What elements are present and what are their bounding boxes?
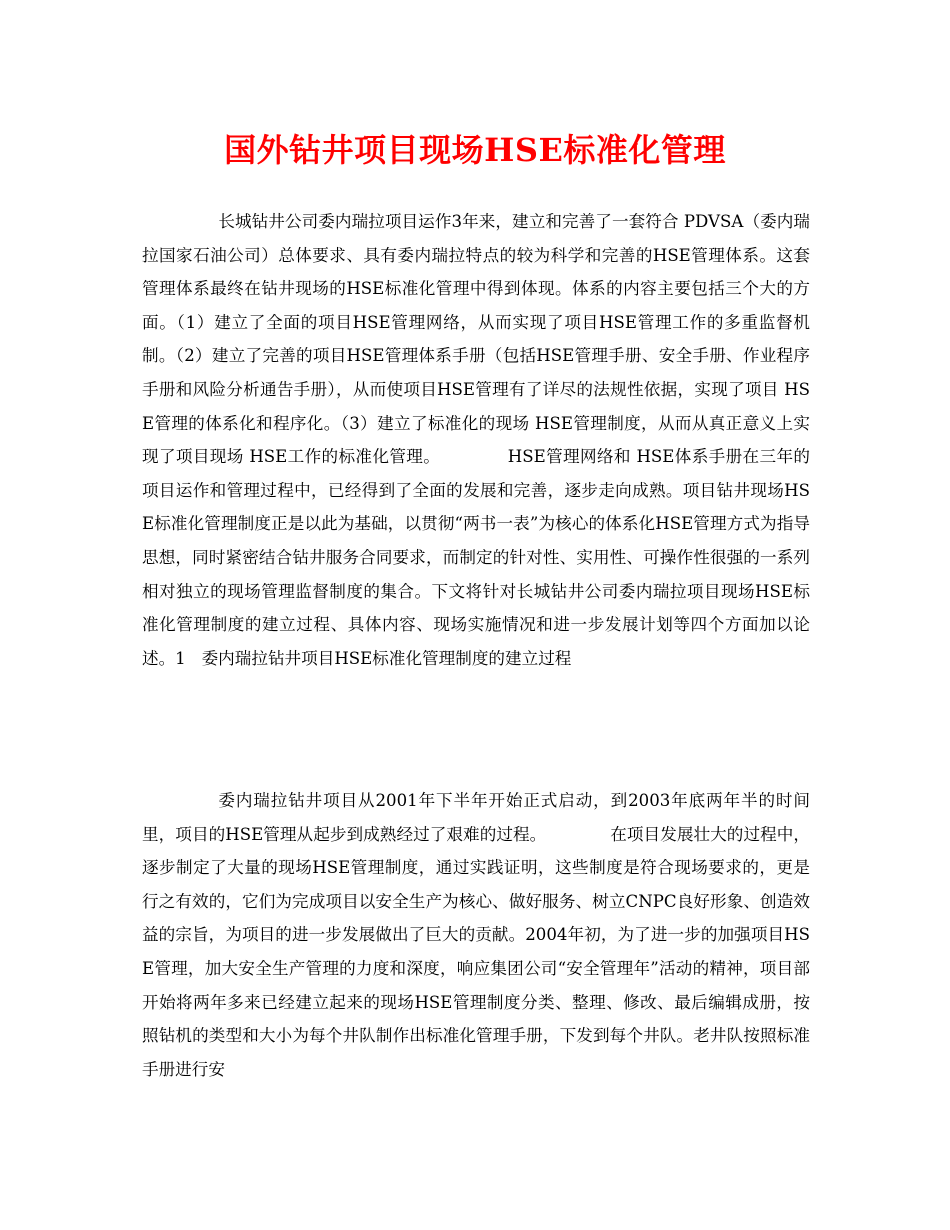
paragraph-establishment: 委内瑞拉钻井项目从2001年下半年开始正式启动，到2003年底两年半的时间里，项目的HSE管理从起步到成熟经过了艰难的过程。 在项目发展壮大的过程中，逐步制定了大量的现场HSE管理制度，通过实践证明，这些制度是符合现场要求的，更是行之有效的，它们为完成项目以安全生产为核心、做好服务、树立CNPC良好形象、创造效益的宗旨，为项目的进一步发展做出了巨大的贡献。2004年初，为了进一步的加强项目HSE管理，加大安全生产管理的力度和深度，响应集团公司“安全管理年”活动的精神，项目部开始将两年多来已经建立起来的现场HSE管理制度分类、整理、修改、最后编辑成册，按照钻机的类型和大小为每个井队制作出标准化管理手册，下发到每个井队。老井队按照标准手册进行安 (142, 791, 810, 1079)
paragraph-intro: 长城钻井公司委内瑞拉项目运作3年来，建立和完善了一套符合 PDVSA（委内瑞拉国家石油公司）总体要求、具有委内瑞拉特点的较为科学和完善的HSE管理体系。这套管理体系最终在钻井现场的HSE标准化管理中得到体现。体系的内容主要包括三个大的方面。（1）建立了全面的项目HSE管理网络，从而实现了项目HSE管理工作的多重监督机制。（2）建立了完善的项目HSE管理体系手册（包括HSE管理手册、安全手册、作业程序手册和风险分析通告手册），从而使项目HSE管理有了详尽的法规性依据，实现了项目 HSE管理的体系化和程序化。（3）建立了标准化的现场 HSE管理制度，从而从真正意义上实现了项目现场 HSE工作的标准化管理。 HSE管理网络和 HSE体系手册在三年的项目运作和管理过程中，已经得到了全面的发展和完善，逐步走向成熟。项目钻井现场HSE标准化管理制度正是以此为基础，以贯彻“两书一表”为核心的体系化HSE管理方式为指导思想，同时紧密结合钻井服务合同要求，而制定的针对性、实用性、可操作性很强的一系列相对独立的现场管理监督制度的集合。下文将针对长城钻井公司委内瑞拉项目现场HSE标准化管理制度的建立过程、具体内容、现场实施情况和进一步发展计划等四个方面加以论述。1 委内瑞拉钻井项目HSE标准化管理制度的建立过程 (142, 212, 810, 668)
document-title: 国外钻井项目现场HSE标准化管理 (224, 131, 726, 169)
